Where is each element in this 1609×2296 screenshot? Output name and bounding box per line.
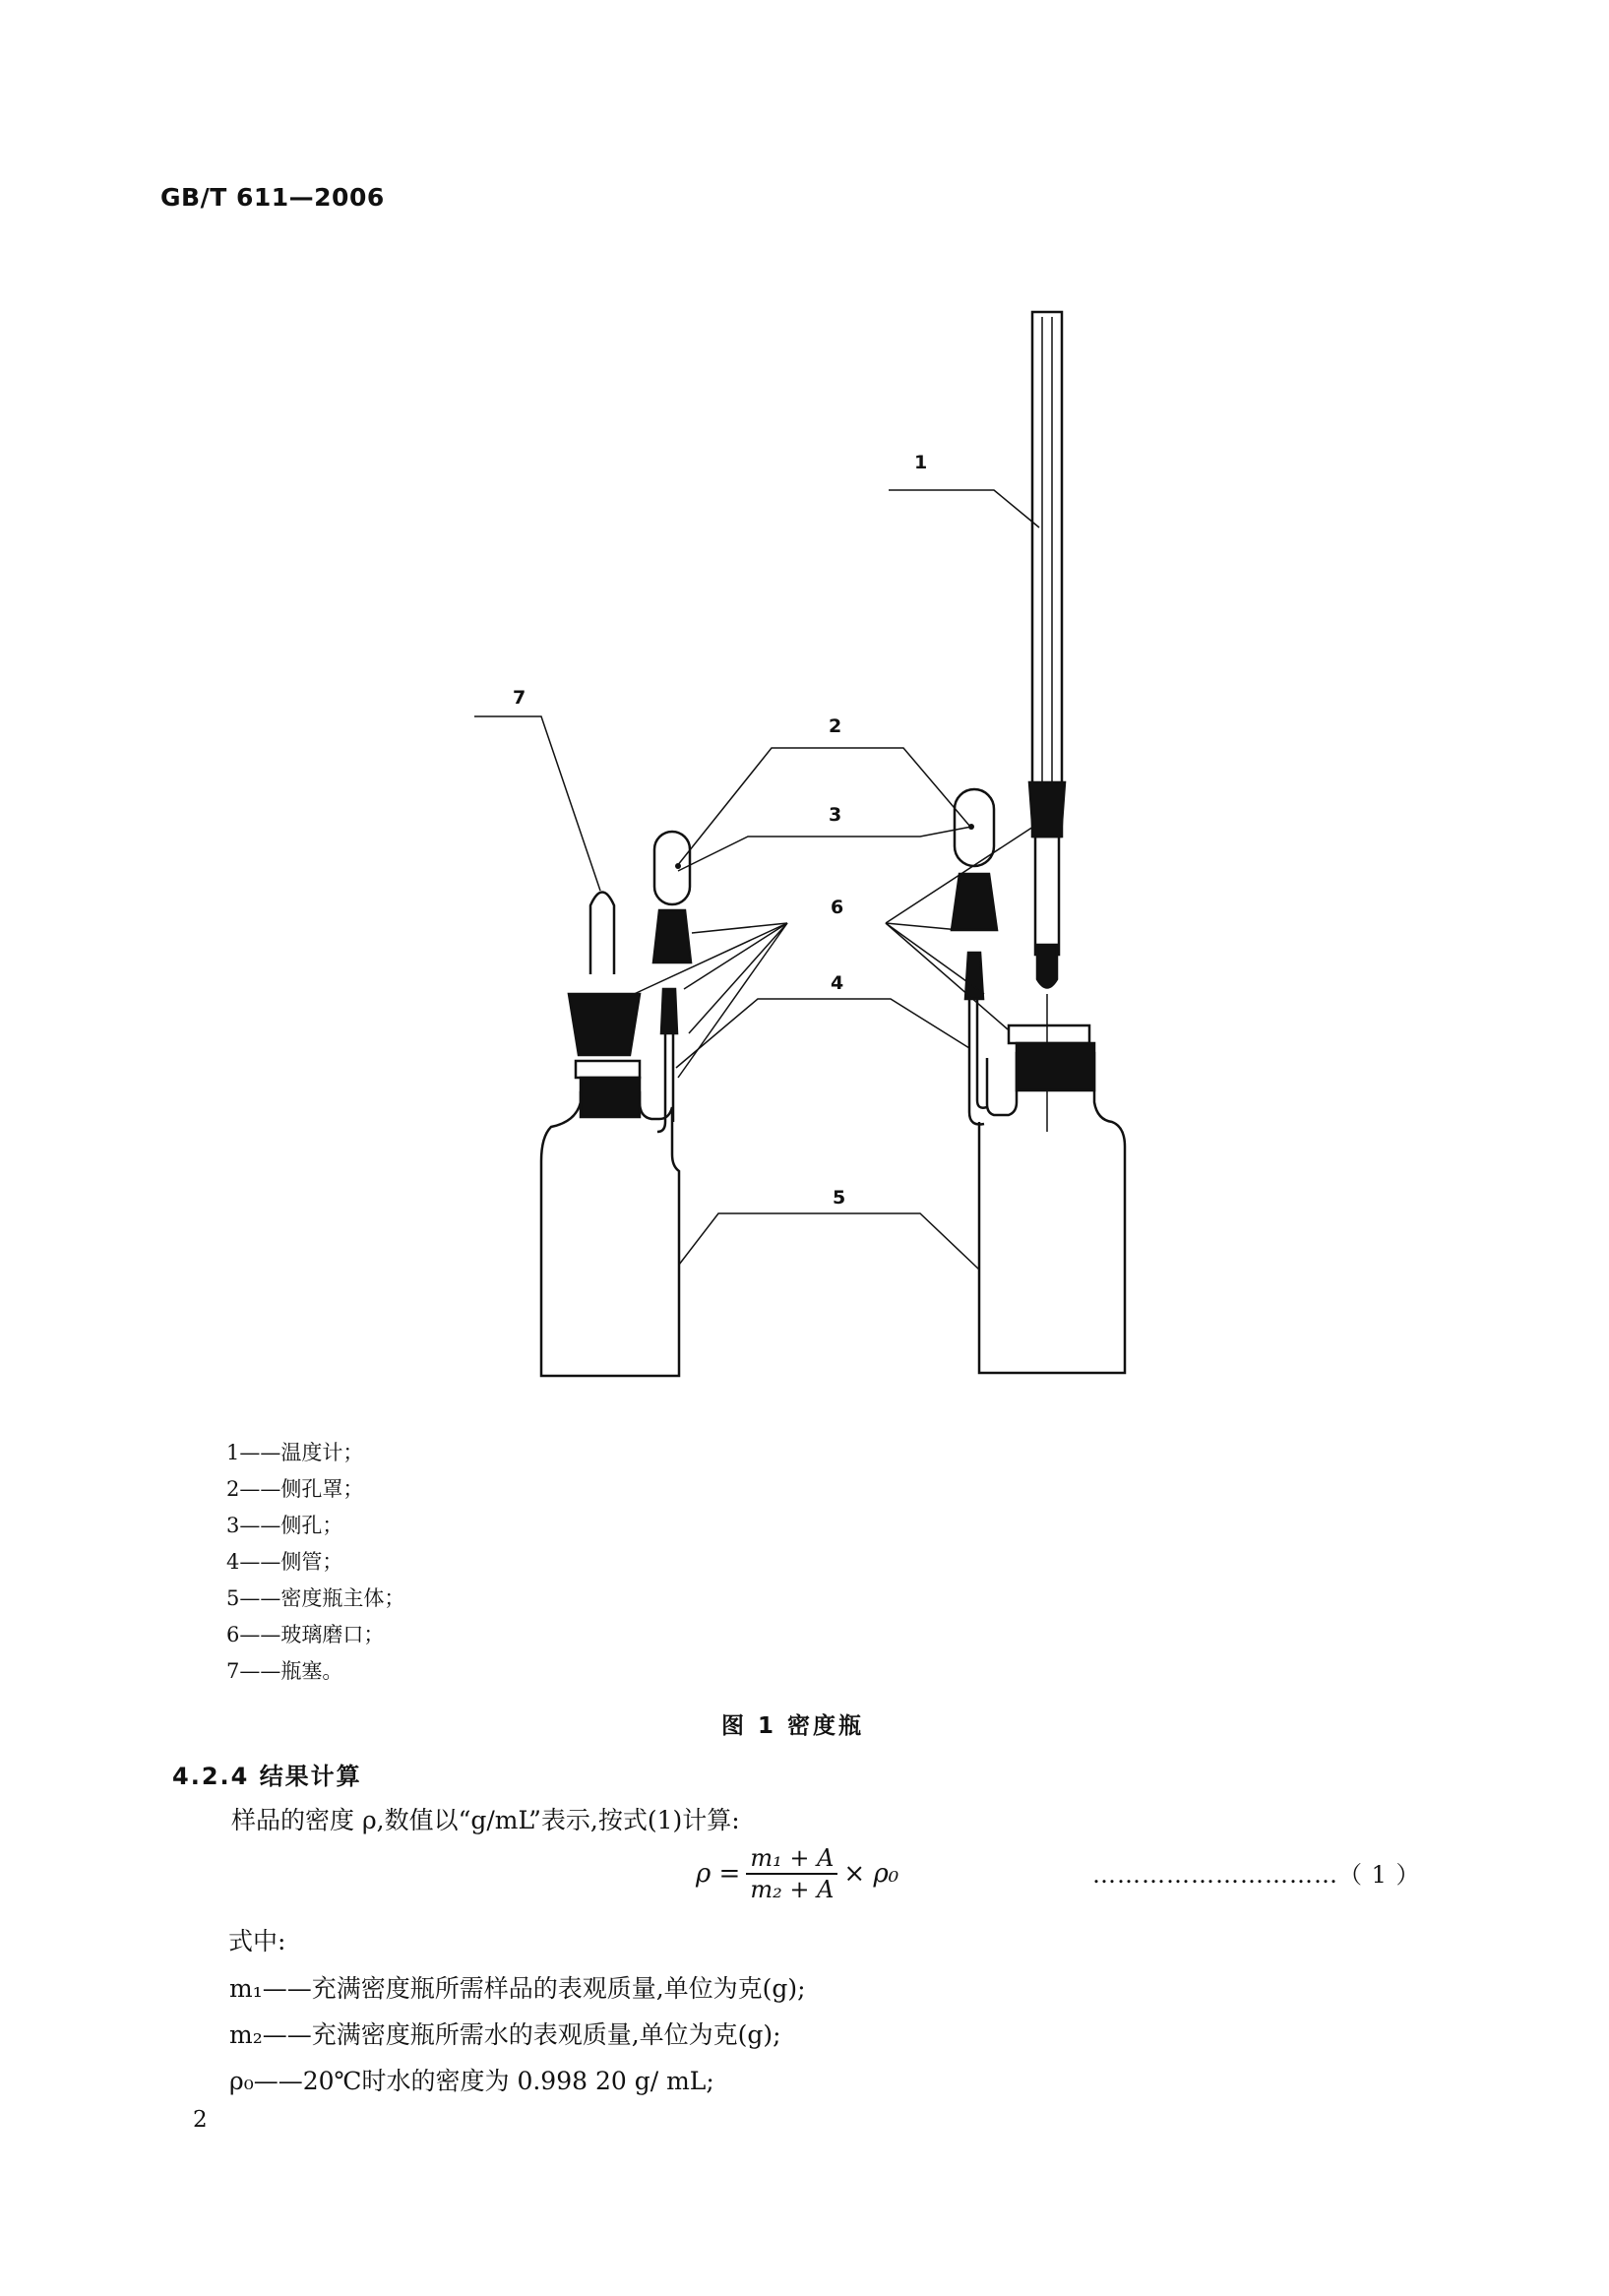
- formula-lhs: ρ =: [696, 1859, 741, 1889]
- legend-item: 2——侧孔罩；: [226, 1477, 364, 1501]
- formula-numerator: m₁ + A: [746, 1844, 837, 1875]
- legend-item: 3——侧孔；: [226, 1514, 343, 1537]
- density-formula: [696, 1844, 898, 1903]
- figure-legend: [226, 1435, 404, 1690]
- definition-rho0: ρ₀——20℃时水的密度为 0.998 20 g/ mL;: [229, 2067, 714, 2095]
- legend-item: 5——密度瓶主体；: [226, 1586, 405, 1610]
- legend-item: 4——侧管；: [226, 1550, 343, 1574]
- callout-4: 4: [831, 972, 844, 994]
- legend-item: 7——瓶塞。: [226, 1659, 343, 1683]
- page-number: 2: [193, 2107, 208, 2133]
- section-paragraph: 样品的密度 ρ,数值以“g/mL”表示,按式(1)计算:: [231, 1806, 740, 1834]
- figure-caption: 图 1 密度瓶: [721, 1713, 865, 1739]
- section-heading: 4.2.4 结果计算: [172, 1763, 362, 1790]
- callout-7: 7: [513, 687, 526, 709]
- formula-rhs: × ρ₀: [843, 1859, 899, 1889]
- thermometer-stopper-black: [1029, 782, 1065, 837]
- equation-number: …………………………（ 1 ）: [1092, 1861, 1421, 1889]
- thermometer: [1032, 312, 1062, 784]
- callout-2: 2: [829, 715, 842, 737]
- definition-m2: m₂——充满密度瓶所需水的表观质量,单位为克(g);: [229, 2020, 781, 2049]
- right-bottle-body: [979, 1053, 1125, 1373]
- legend-item: 6——玻璃磨口；: [226, 1623, 385, 1646]
- callout-3: 3: [829, 804, 842, 826]
- legend-item: 1——温度计；: [226, 1441, 364, 1464]
- variable-definitions: [229, 1965, 806, 2104]
- formula-fraction: [746, 1844, 837, 1903]
- callout-5: 5: [833, 1187, 846, 1209]
- definition-m1: m₁——充满密度瓶所需样品的表观质量,单位为克(g);: [229, 1974, 806, 2003]
- standard-code: GB/T 611—2006: [160, 183, 385, 212]
- left-bottle-body: [541, 1092, 679, 1376]
- callout-1: 1: [914, 452, 928, 473]
- callout-6: 6: [831, 897, 844, 918]
- formula-denominator: m₂ + A: [750, 1876, 835, 1903]
- where-label: 式中:: [228, 1927, 286, 1955]
